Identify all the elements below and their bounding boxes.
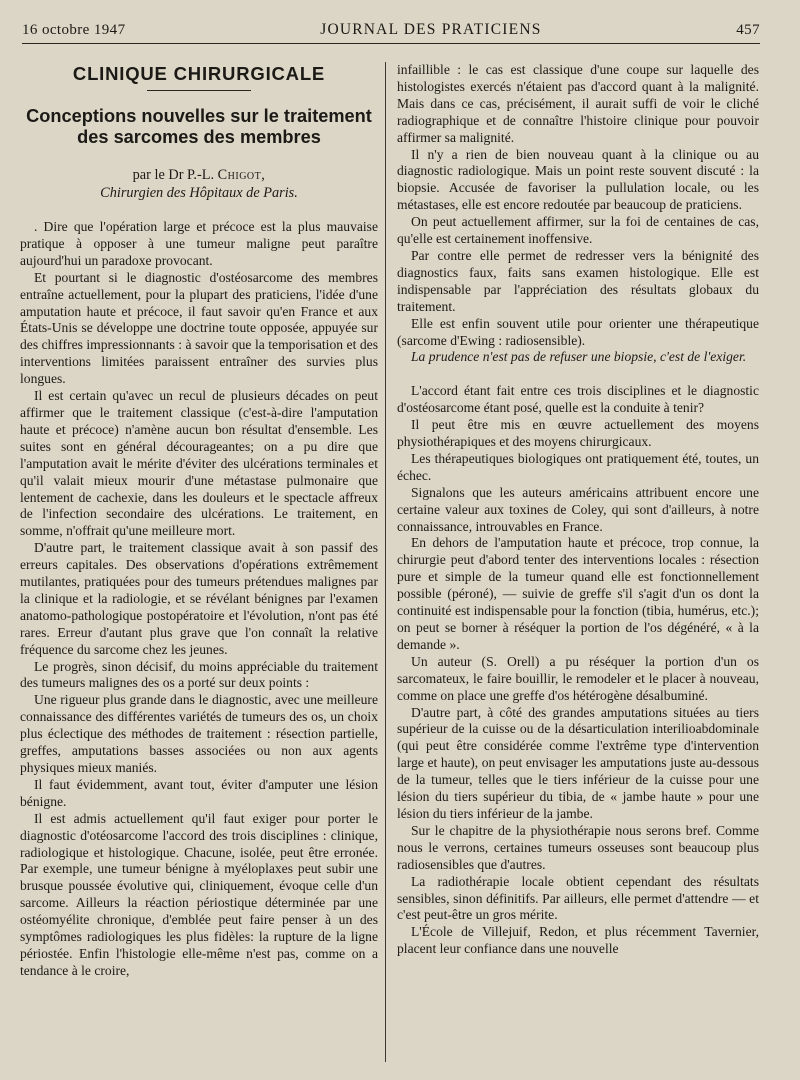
author-name: Chigot, [217, 167, 266, 183]
column-divider [385, 62, 386, 1062]
paragraph: D'autre part, le traitement classique avait à son passif des erreurs capitales. Des observations d'opérations extrêmement mutilantes, pratiquées pour des tumeurs prétendues malignes par la clinique et la radiologie, et se révélant bénignes par l'examen anatomo-pathologique postopératoire et l'évolution, n'ont pas été rares. Erreur d'autant plus grave que l'on connaît la relative fréquence du sarcome chez les jeunes. [20, 540, 378, 657]
paragraph-gap [397, 366, 759, 383]
byline [20, 166, 378, 184]
paragraph: Par contre elle permet de redresser vers la bénignité des diagnostics faux, faits sans examen histologique. Elle est indispensable par l'appréciation des résultats globaux du traitement. [397, 247, 759, 314]
journal-name: JOURNAL DES PRATICIENS [320, 21, 542, 38]
paragraph: Sur le chapitre de la physiothérapie nous serons bref. Comme nous le verrons, certaines tumeurs osseuses sont beaucoup plus radiosensibles que d'autres. [397, 822, 759, 872]
paragraph: Et pourtant si le diagnostic d'ostéosarcome des membres entraîne actuellement, pour la plupart des praticiens, l'idée d'une amputation haute et précoce, il faut savoir qu'en France et aux États-Unis se développe une doctrine toute opposée, appuyée sur des chiffres impressionnants : à savoir que la temporisation et des interventions limitées paraissent entraîner des survies plus longues. [20, 269, 378, 387]
paragraph: Signalons que les auteurs américains attribuent encore une certaine valeur aux toxines de Coley, qui sont d'ailleurs, à notre connaissance, introuvables en France. [397, 484, 759, 534]
header-date: 16 octobre 1947 [22, 21, 126, 38]
paragraph: Il peut être mis en œuvre actuellement des moyens physiothérapiques et des moyens chirurgicaux. [397, 417, 759, 450]
paragraph: Un auteur (S. Orell) a pu réséquer la portion d'un os sarcomateux, le faire bouillir, le remodeler et le placer à nouveau, comme on place une greffe d'os hétérogène désalbuminé. [397, 653, 759, 703]
paragraph: La radiothérapie locale obtient cependant des résultats sensibles, sinon définitifs. Par ailleurs, elle permet d'attendre — et c'est peut-être un gros mérite. [397, 873, 759, 923]
paragraph: Le progrès, sinon décisif, du moins appréciable du traitement des tumeurs malignes des os a porté sur deux points : [20, 658, 378, 691]
section-heading: CLINIQUE CHIRURGICALE [72, 63, 326, 84]
paragraph: Il faut évidemment, avant tout, éviter d'amputer une lésion bénigne. [20, 776, 378, 809]
paragraph: infaillible : le cas est classique d'une coupe sur laquelle des histologistes exercés n'étaient pas d'accord quant à la malignité. Mais dans ce cas, précisément, il aurait suffi de voir le cliché radiographique et de connaître l'histoire clinique pour pouvoir affirmer sa malignité. [397, 62, 759, 145]
paragraph: Elle est enfin souvent utile pour orienter une thérapeutique (sarcome d'Ewing : radiosensible). [397, 315, 759, 348]
paragraph: Une rigueur plus grande dans le diagnostic, avec une meilleure connaissance des différentes variétés de tumeurs des os, un choix plus éclectique des méthodes de traitement : résection partielle, greffes, amputations basses associées ou non aux agents physiques mieux maniés. [20, 692, 378, 775]
left-column [20, 62, 378, 980]
paragraph: Les thérapeutiques biologiques ont pratiquement été, toutes, un échec. [397, 450, 759, 483]
section-rule [147, 90, 251, 91]
paragraph: L'École de Villejuif, Redon, et plus récemment Tavernier, placent leur confiance dans une nouvelle [397, 924, 759, 957]
paragraph: On peut actuellement affirmer, sur la foi de centaines de cas, qu'elle est certainement inoffensive. [397, 214, 759, 247]
paragraph: Il n'y a rien de bien nouveau quant à la clinique ou au diagnostic radiologique. Mais un point reste souvent discuté : la biopsie. Accusée de favoriser la pullulation locale, ou les métastases, elle est encore redoutée par beaucoup de praticiens. [397, 146, 759, 213]
page-header [22, 18, 760, 42]
page-number: 457 [736, 21, 760, 38]
paragraph: D'autre part, à côté des grandes amputations situées au tiers supérieur de la cuisse ou de la désarticulation interilioabdominale (qui peut être considérée comme l'extrême type d'intervention large et haute), on peut envisager les amputations juste au-dessous de la tumeur, telles que le tiers inférieur de la cuisse pour une lésion du tiers supérieur du tibia, de « jambe haute » pour une lésion du tiers inférieur de la jambe. [397, 704, 759, 821]
paragraph: . Dire que l'opération large et précoce est la plus mauvaise pratique à opposer à une tumeur maligne peut paraître aujourd'hui un paradoxe provocant. [20, 219, 378, 268]
header-rule [22, 43, 760, 44]
italic-statement: La prudence n'est pas de refuser une biopsie, c'est de l'exiger. [411, 349, 747, 365]
paragraph: En dehors de l'amputation haute et précoce, trop connue, la chirurgie peut d'abord tenter des interventions locales : résection pure et simple de la tumeur quand elle est fonctionnellement possible (péroné), — suivie de greffe s'il s'agit d'un os dont la continuité est indispensable pour la fonction (tibia, humérus, etc.); on peut se borner à réséquer la portion de l'os dégénéré, « à la demande ». [397, 535, 759, 652]
byline-prefix: par le Dr P.-L. [132, 167, 215, 183]
author-affiliation: Chirurgien des Hôpitaux de Paris. [100, 185, 298, 201]
paragraph: L'accord étant fait entre ces trois disciplines et le diagnostic d'ostéosarcome étant posé, quelle est la conduite à tenir? [397, 383, 759, 416]
right-column [397, 62, 759, 958]
article-title: Conceptions nouvelles sur le traitement des sarcomes des membres [26, 106, 372, 147]
paragraph: Il est admis actuellement qu'il faut exiger pour porter le diagnostic d'otéosarcome l'accord des trois disciplines : clinique, radiologique et histologique. Chacune, isolée, peut être erronée. Par exemple, une tumeur bénigne à myéloplaxes peut subir une brusque poussée évolutive qui, cliniquement, évoque celle d'un sarcome. Ailleurs la réaction périostique déterminée par une ostéomyélite chronique, d'emblée peut faire penser à un des symptômes radiologiques les plus fidèles: la rupture de la ligne périostée. Enfin l'histologie elle-même n'est pas, comme on a tendance à le croire, [20, 810, 378, 978]
paragraph: Il est certain qu'avec un recul de plusieurs décades on peut affirmer que le traitement classique (c'est-à-dire l'amputation haute et précoce) n'amène aucun bon résultat d'ensemble. Les suites sont en général décourageantes; on a pu dire que l'amputation avait le mérite d'éviter des ulcérations terminales et qu'il valait mieux mourir d'une métastase pulmonaire que lentement de cachexie, dans les douleurs et le spectacle affreux de l'infection secondaire des ulcérations. Le traitement, en somme, n'offrait qu'une meilleure mort. [20, 388, 378, 539]
